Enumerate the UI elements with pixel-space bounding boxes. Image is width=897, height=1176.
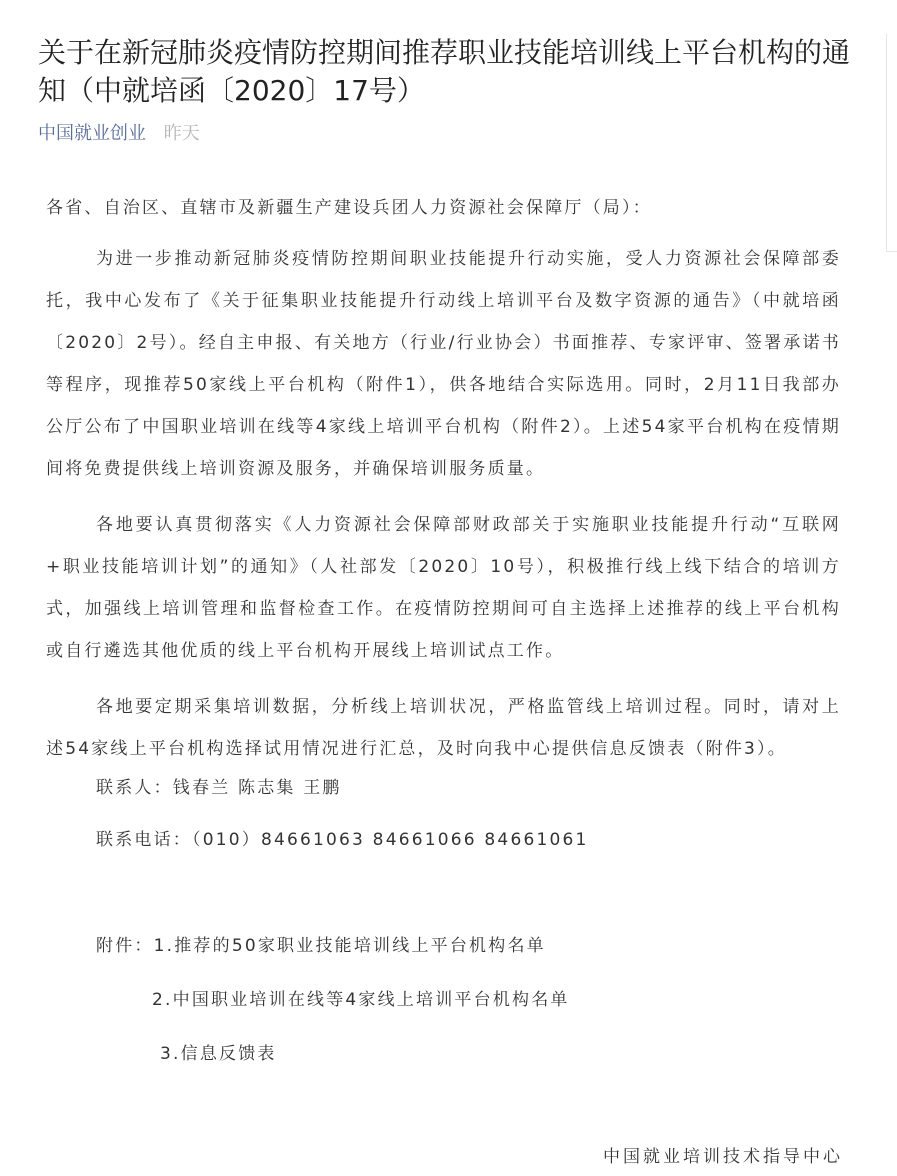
contact-phone: 联系电话：（010）84661063 84661066 84661061 [96,830,589,850]
article-meta [38,123,200,145]
issuer-signature: 中国就业培训技术指导中心 [603,1147,843,1167]
paragraph-1: 为进一步推动新冠肺炎疫情防控期间职业技能提升行动实施，受人力资源社会保障部委托，我中心发布了《关于征集职业技能提升行动线上培训平台及数字资源的通告》（中就培函〔2020〕2号）。经自主申报、有关地方（行业/行业协会）书面推荐、专家评审、签署承诺书等程序，现推荐50家线上平台机构（附件1），供各地结合实际选用。同时，2月11日我部办公厅公布了中国职业培训在线等4家线上培训平台机构（附件2）。上述54家平台机构在疫情期间将免费提供线上培训资源及服务，并确保培训服务质量。 [46,249,841,479]
source-account-link[interactable]: 中国就业创业 [38,123,146,144]
article-title: 关于在新冠肺炎疫情防控期间推荐职业技能培训线上平台机构的通知（中就培函〔2020〕17号） [38,36,851,107]
salutation: 各省、自治区、直辖市及新疆生产建设兵团人力资源社会保障厅（局）： [46,198,652,218]
paragraph-3: 各地要定期采集培训数据，分析线上培训状况，严格监管线上培训过程。同时，请对上述54家线上平台机构选择试用情况进行汇总，及时向我中心提供信息反馈表（附件3）。 [46,697,841,759]
publish-date: 昨天 [163,123,200,144]
attachment-item-1: 附件：1.推荐的50家职业技能培训线上平台机构名单 [96,936,546,956]
scrollbar-track[interactable] [886,34,897,252]
paragraph-2: 各地要认真贯彻落实《人力资源社会保障部财政部关于实施职业技能提升行动“互联网+职业技能培训计划”的通知》（人社部发〔2020〕10号），积极推行线上线下结合的培训方式，加强线上培训管理和监督检查工作。在疫情防控期间可自主选择上述推荐的线上平台机构或自行遴选其他优质的线上平台机构开展线上培训试点工作。 [46,515,841,661]
attachment-item-3: 3.信息反馈表 [160,1044,277,1064]
attachment-item-2: 2.中国职业培训在线等4家线上培训平台机构名单 [152,990,570,1010]
contact-person: 联系人：钱春兰 陈志集 王鹏 [96,778,342,798]
article-body [46,188,841,784]
